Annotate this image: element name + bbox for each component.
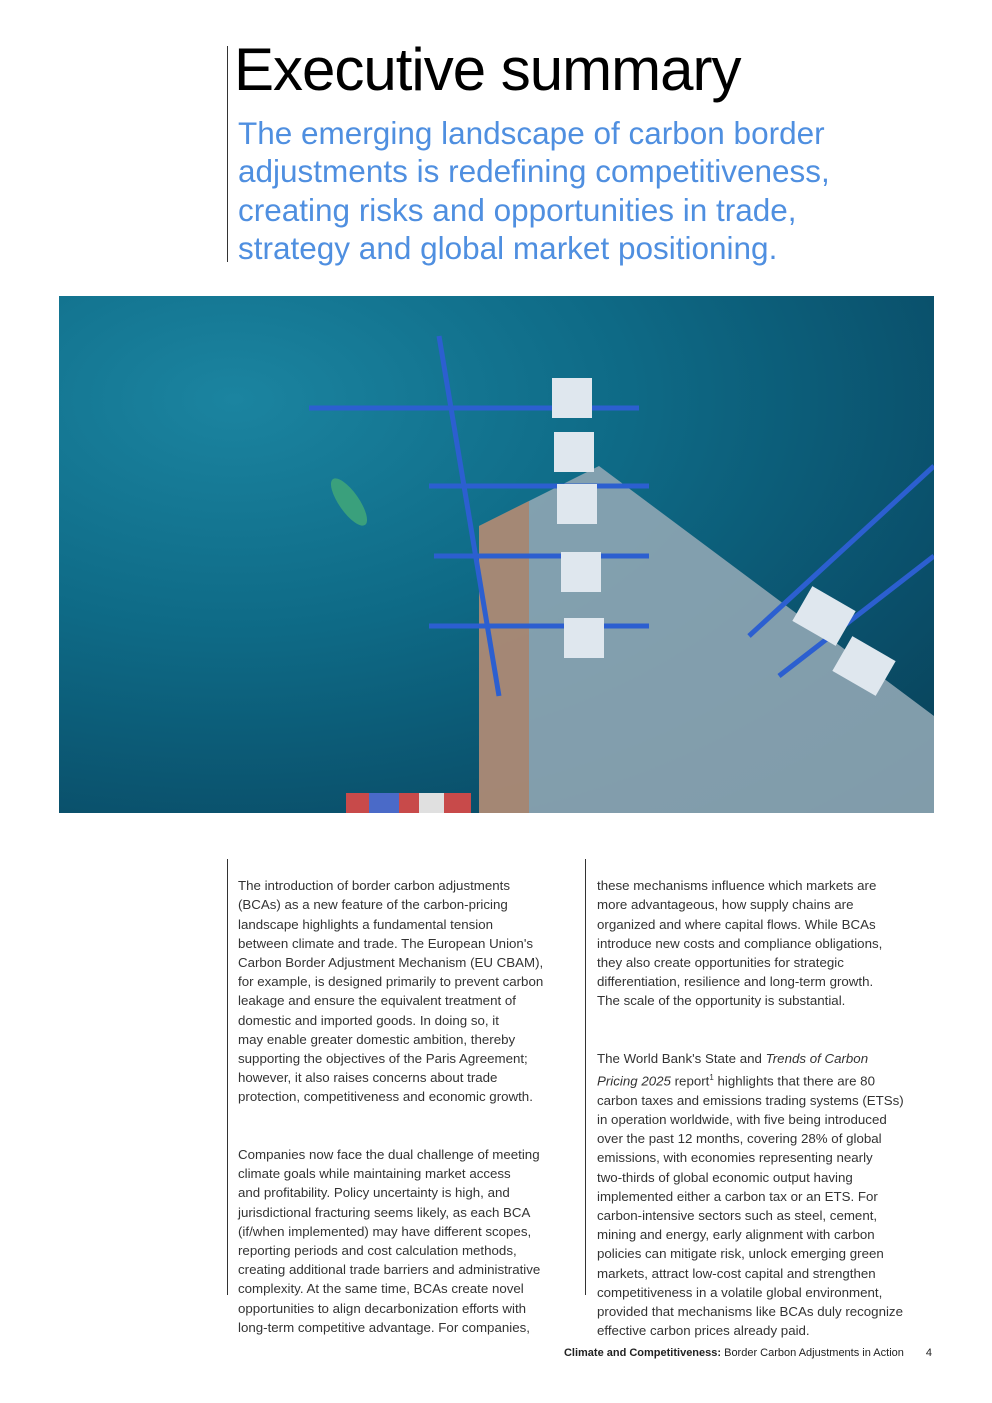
paragraph (597, 1049, 942, 1340)
page-footer (564, 1347, 932, 1359)
title-rule (227, 46, 228, 262)
paragraph: The introduction of border carbon adjustments (BCAs) as a new feature of the carbon-pricing landscape highlights a fundamental tension between climate and trade. The European Union's Carbon Border Adjustment Mechanism (EU CBAM), for example, is designed primarily to prevent carbon leakage and ensure the equivalent treatment of domestic and imported goods. In doing so, it may enable greater domestic ambition, thereby supporting the objectives of the Paris Agreement; however, it also raises concerns about trade protection, competitiveness and economic growth. (238, 878, 544, 1105)
body-column-2 (597, 857, 942, 1379)
page-subtitle: The emerging landscape of carbon border adjustments is redefining competitiveness, creating risks and opportunities in trade, strategy and global market positioning. (238, 115, 830, 266)
report-subtitle: Border Carbon Adjustments in Action (721, 1347, 904, 1359)
quay-edge (479, 501, 529, 813)
text: report (670, 1073, 710, 1089)
col2-rule (585, 859, 586, 1295)
containers (346, 793, 471, 813)
tugboat (325, 473, 374, 530)
paragraph: these mechanisms influence which markets are more advantageous, how supply chains are organized and where capital flows. While BCAs introduce new costs and compliance obligations, they also create opportunities for strategic differentiation, resilience and long-term growth. The scale of the opportunity is substantial. (597, 878, 883, 1009)
port-aerial-photo (59, 296, 934, 813)
text: The World Bank's State and (597, 1051, 766, 1067)
quay (479, 466, 934, 813)
page-number: 4 (925, 1347, 932, 1359)
paragraph: Companies now face the dual challenge of meeting climate goals while maintaining market access and profitability. Policy uncertainty is high, and jurisdictional fracturing seems likely, as each BCA (if/when implemented) may have different scopes, reporting periods and cost calculation methods, creating additional trade barriers and administrative complexity. At the same time, BCAs create novel opportunities to align decarbonization efforts with long-term competitive advantage. For companies, (238, 1147, 541, 1335)
page-title: Executive summary (234, 36, 741, 103)
body-column-1 (238, 857, 583, 1375)
report-title-bold: Climate and Competitiveness: (563, 1347, 722, 1359)
footnote-ref[interactable]: 1 (709, 1073, 714, 1083)
report-title: Trends of Carbon Pricing 2025 (597, 1051, 869, 1089)
col1-rule (227, 859, 228, 1295)
text: highlights that there are 80 carbon taxes and emissions trading systems (ETSs) in operation worldwide, with five being introduced over the past 12 months, covering 28% of global emissions, with economies representing nearly two-thirds of global economic output having implemented either a carbon tax or an ETS. For carbon-intensive sectors such as steel, cement, mining and energy, early alignment with carbon policies can mitigate risk, unlock emerging green markets, attract low-cost capital and strengthen competitiveness in a volatile global environment, provided that mechanisms like BCAs duly recognize effective carbon prices already paid. (597, 1073, 904, 1339)
